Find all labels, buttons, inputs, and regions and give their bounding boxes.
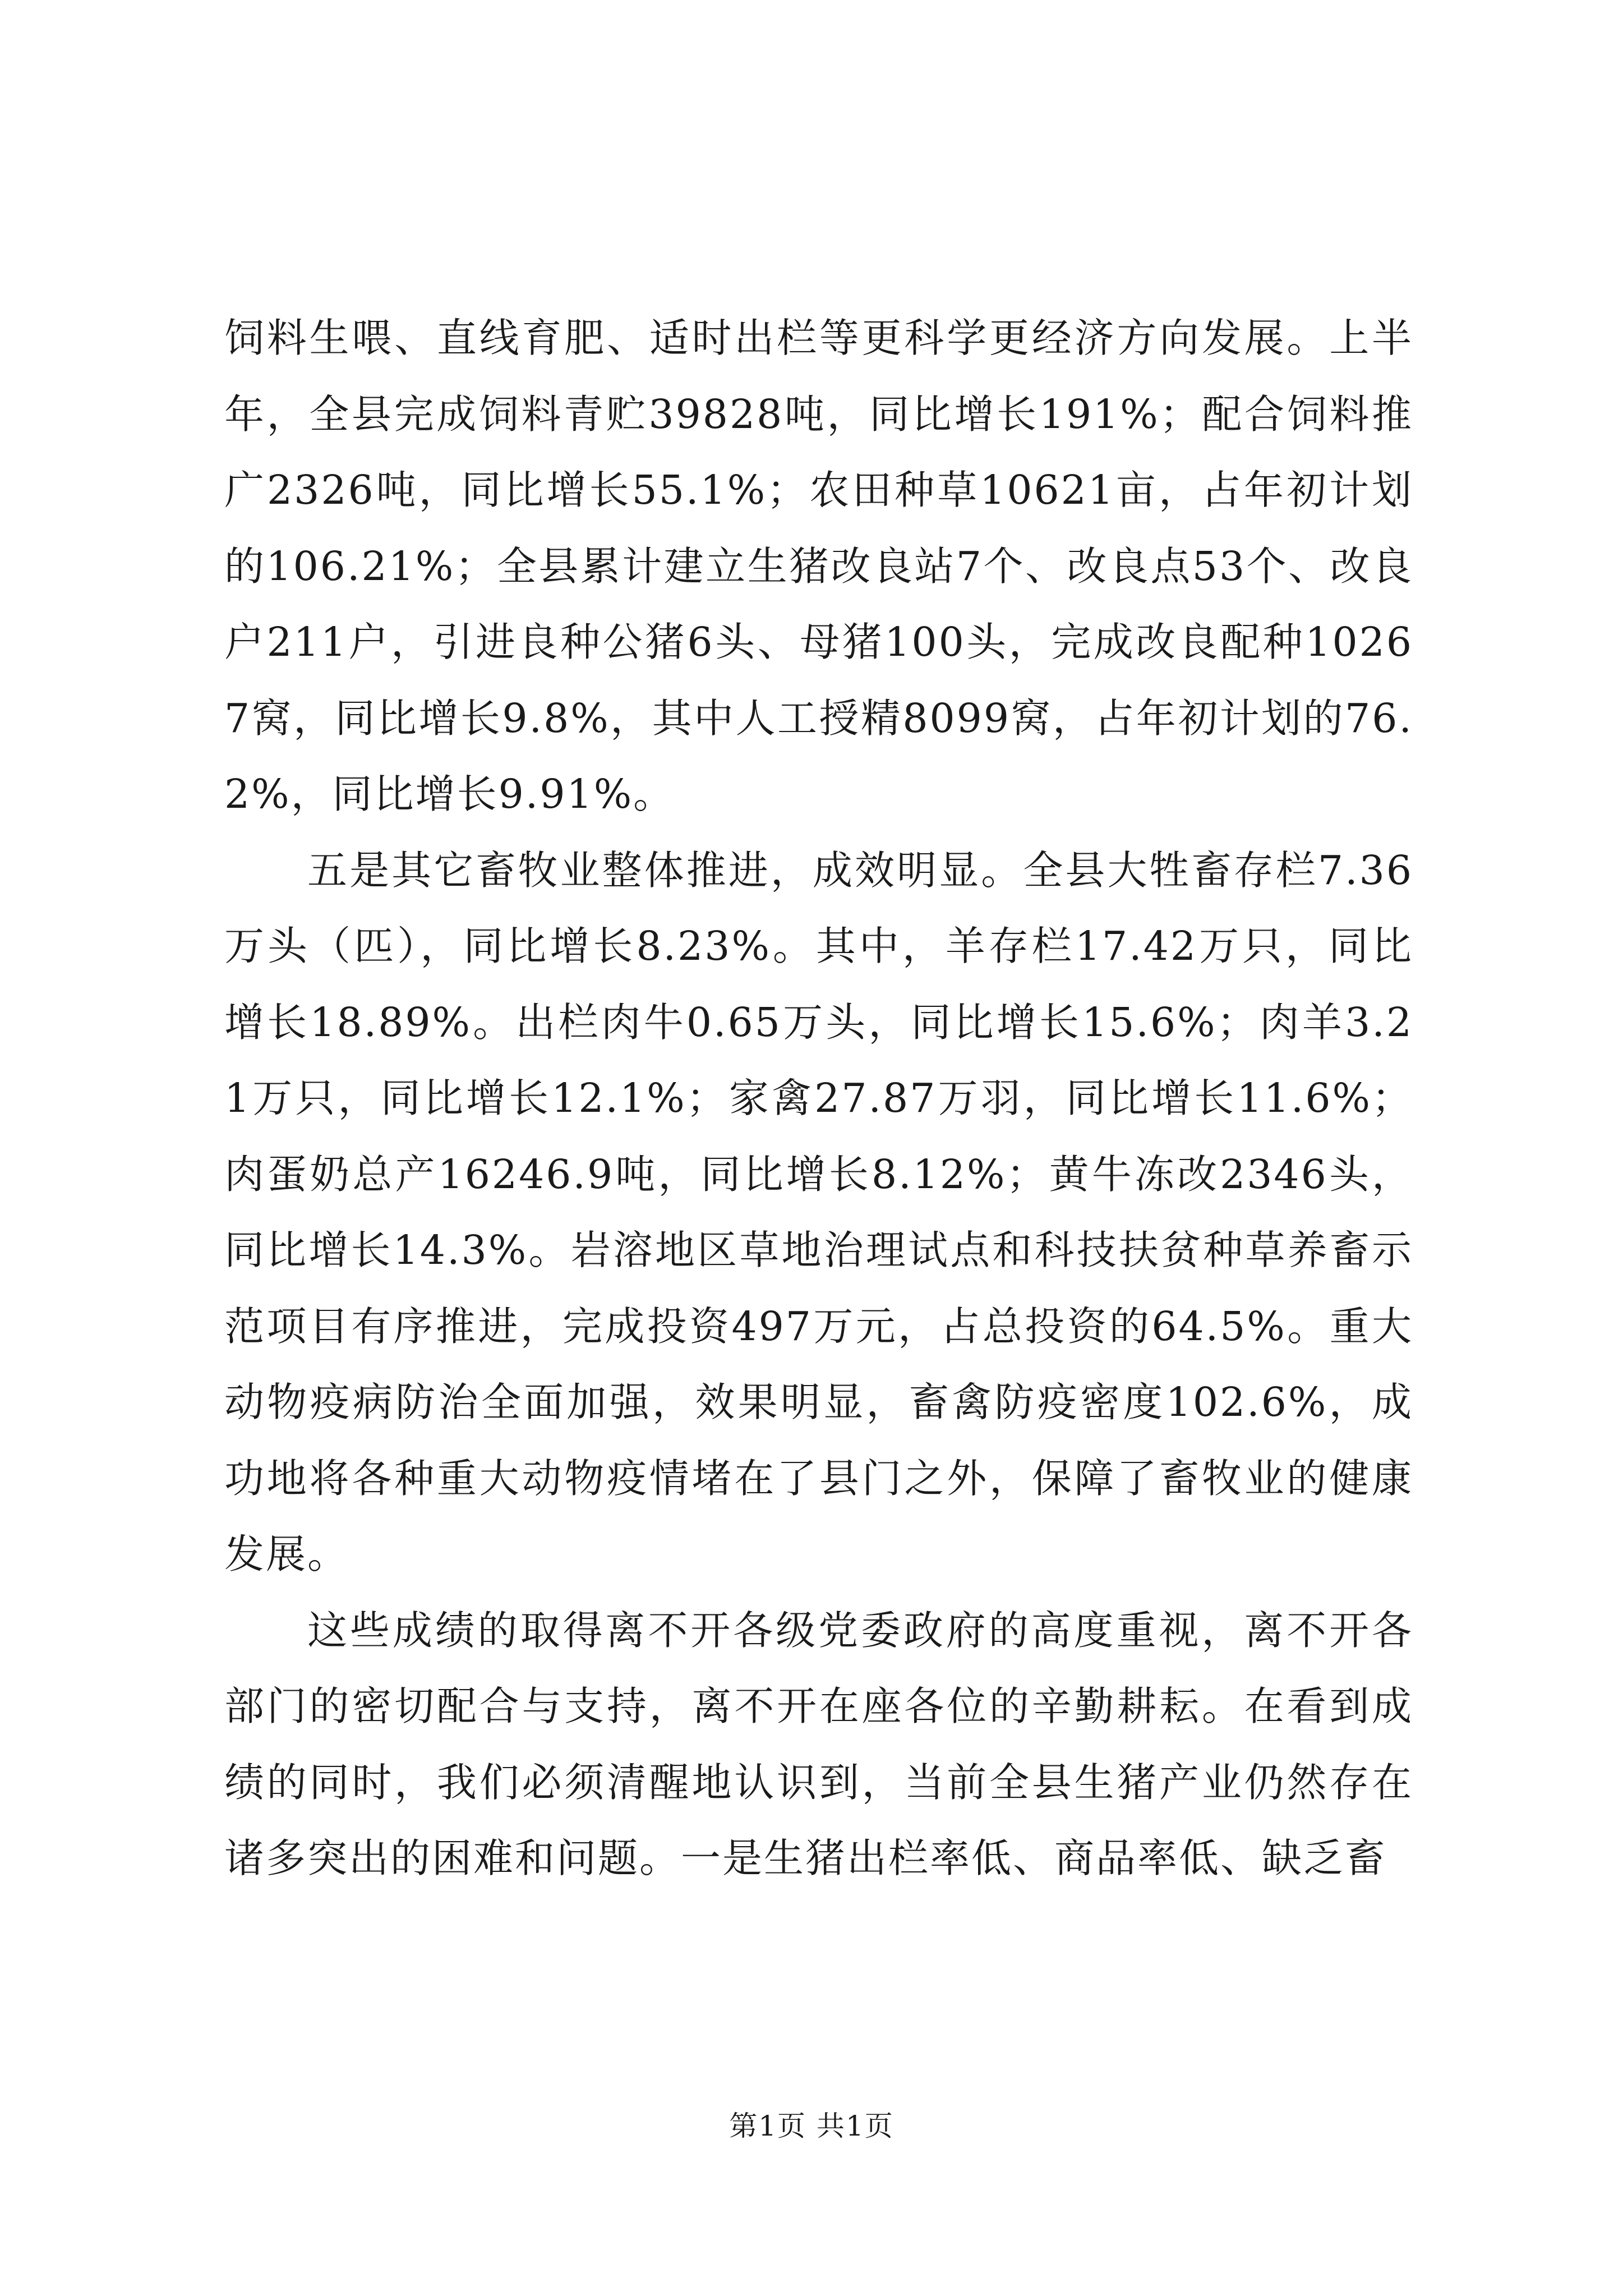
document-body: [224, 300, 1413, 1897]
paragraph-feed-and-breeding: 饲料生喂、直线育肥、适时出栏等更科学更经济方向发展。上半年，全县完成饲料青贮39828吨，同比增长191%；配合饲料推广2326吨，同比增长55.1%；农田种草10621亩，占年初计划的106.21%；全县累计建立生猪改良站7个、改良点53个、改良户211户，引进良种公猪6头、母猪100头，完成改良配种10267窝，同比增长9.8%，其中人工授精8099窝，占年初计划的76.2%，同比增长9.91%。: [224, 315, 1413, 817]
page-number-footer: 第1页 共1页: [729, 2110, 894, 2142]
paragraph-other-livestock: 五是其它畜牧业整体推进，成效明显。全县大牲畜存栏7.36万头（匹），同比增长8.23%。其中，羊存栏17.42万只，同比增长18.89%。出栏肉牛0.65万头，同比增长15.6%；肉羊3.21万只，同比增长12.1%；家禽27.87万羽，同比增长11.6%；肉蛋奶总产16246.9吨，同比增长8.12%；黄牛冻改2346头，同比增长14.3%。岩溶地区草地治理试点和科技扶贫种草养畜示范项目有序推进，完成投资497万元，占总投资的64.5%。重大动物疫病防治全面加强，效果明显，畜禽防疫密度102.6%，成功地将各种重大动物疫情堵在了县门之外，保障了畜牧业的健康发展。: [224, 846, 1413, 1577]
paragraph-achievements-and-problems: 这些成绩的取得离不开各级党委政府的高度重视，离不开各部门的密切配合与支持，离不开在座各位的辛勤耕耘。在看到成绩的同时，我们必须清醒地认识到，当前全县生猪产业仍然存在诸多突出的困难和问题。一是生猪出栏率低、商品率低、缺乏畜: [224, 1607, 1413, 1881]
